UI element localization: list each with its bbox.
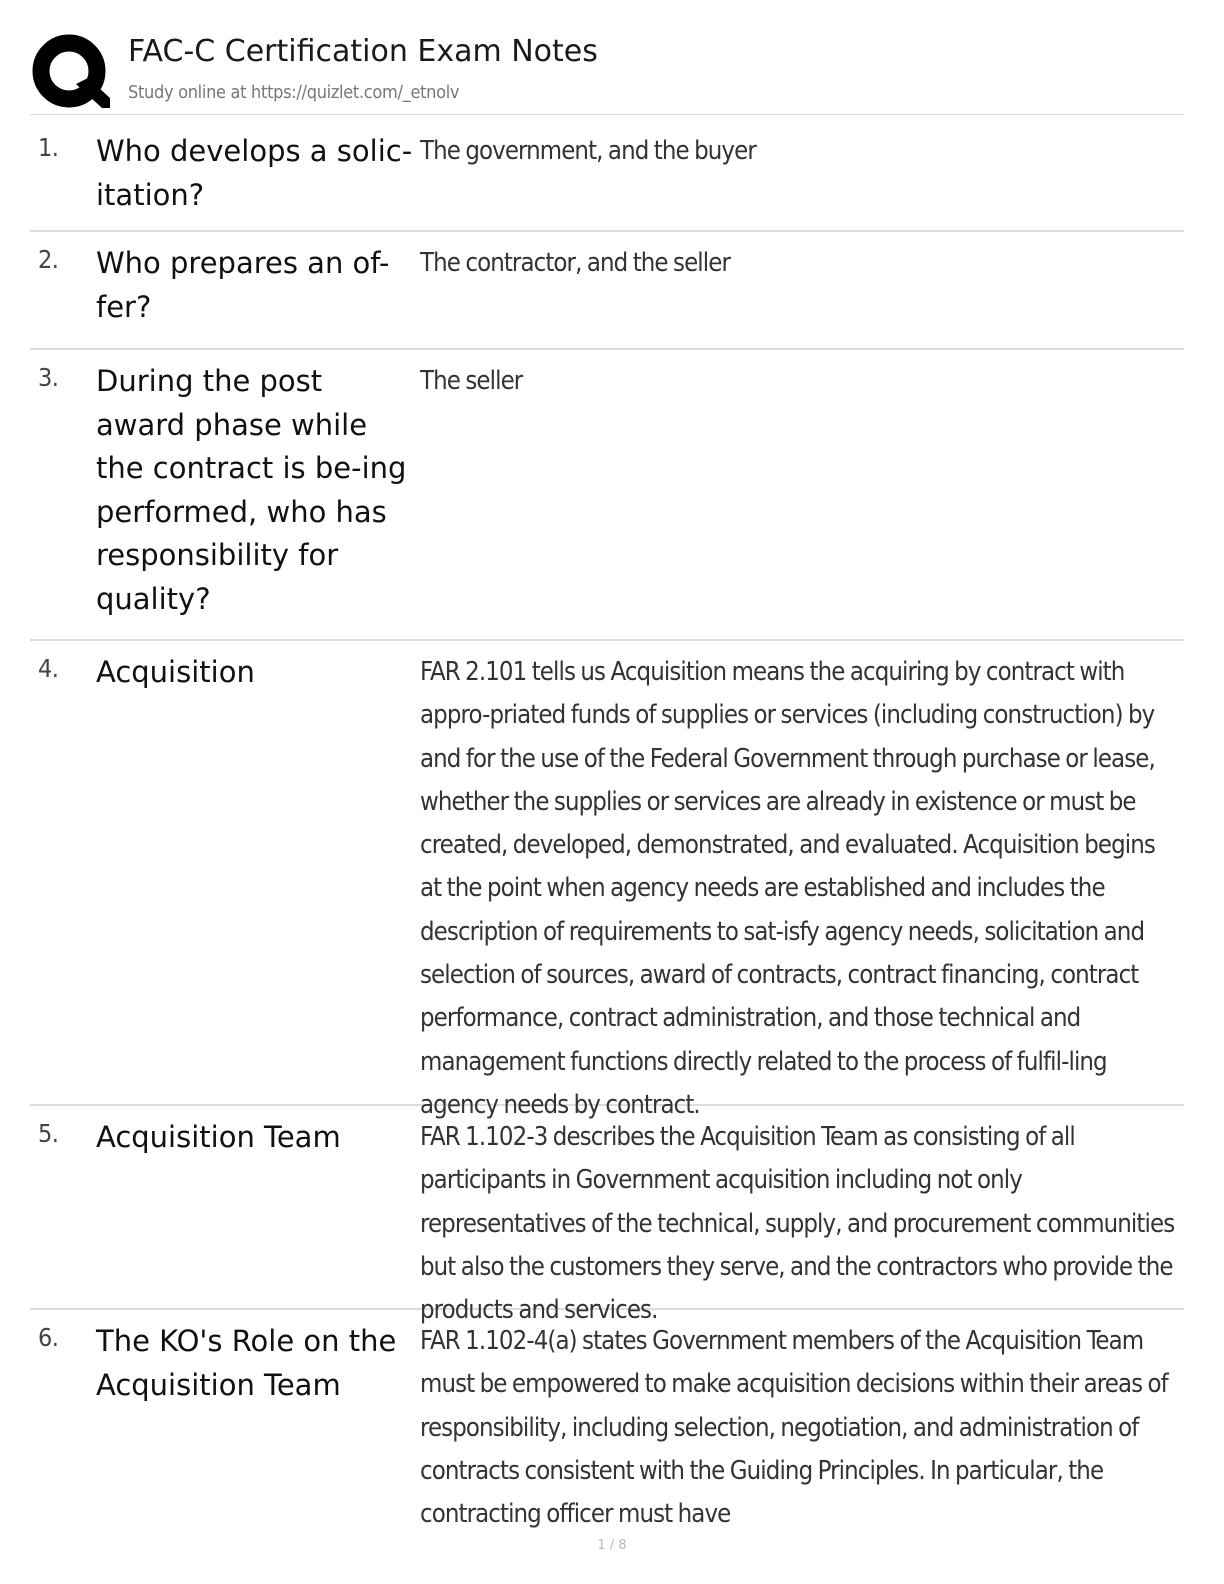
flashcard-row — [30, 120, 1184, 232]
card-definition: The contractor, and the seller — [420, 248, 731, 278]
card-term: The KO's Role on the Acquisition Team — [96, 1324, 397, 1402]
card-term: Acquisition Team — [96, 1120, 341, 1154]
card-number: 3. — [38, 363, 59, 392]
card-definition: The government, and the buyer — [420, 136, 756, 166]
card-term: Acquisition — [96, 655, 255, 689]
page-number: 1 / 8 — [597, 1538, 627, 1553]
card-definition: The seller — [420, 366, 523, 396]
document-title: FAC-C Certification Exam Notes — [128, 34, 598, 69]
card-definition: FAR 2.101 tells us Acquisition means the acquiring by contract with appro-priated funds of supplies or services (including construction) by and for the use of the Federal Government through purchase or lease, whether the supplies or services are already in existence or must be created, developed, demonstrated, and evaluated. Acquisition begins at the point when agency needs are established and includes the description of requirements to sat-isfy agency needs, solicitation and selection of sources, award of contracts, contract financing, contract performance, contract administration, and those technical and management functions directly related to the process of fulfil-ling agency needs by contract. — [420, 657, 1155, 1120]
flashcard-list — [30, 120, 1184, 1536]
card-number: 2. — [38, 245, 59, 274]
card-definition: FAR 1.102-4(a) states Government members of the Acquisition Team must be empowered to make acquisition decisions within their areas of responsibility, including selection, negotiation, and administration of contracts consistent with the Guiding Principles. In particular, the contracting officer must have — [420, 1326, 1168, 1530]
card-number: 4. — [38, 654, 59, 683]
card-number: 6. — [38, 1323, 59, 1352]
card-number: 5. — [38, 1119, 59, 1148]
flashcard-row — [30, 1106, 1184, 1326]
card-number: 1. — [38, 133, 59, 162]
card-term: During the post award phase while the contract is be-ing performed, who has responsibility for quality? — [96, 364, 407, 616]
header-divider — [30, 114, 1184, 115]
card-term: Who prepares an of-fer? — [96, 246, 390, 324]
flashcard-row — [30, 350, 1184, 641]
card-definition: FAR 1.102-3 describes the Acquisition Team as consisting of all participants in Government acquisition including not only representatives of the technical, supply, and procurement communities but also the customers they serve, and the contractors who provide the products and services. — [420, 1122, 1175, 1326]
card-term: Who develops a solic-itation? — [96, 134, 413, 212]
quizlet-logo-icon — [32, 34, 110, 112]
study-online-link[interactable]: Study online at https://quizlet.com/_etnolv — [128, 82, 460, 103]
flashcard-row — [30, 232, 1184, 350]
flashcard-row — [30, 641, 1184, 1120]
page-header — [30, 30, 1184, 114]
flashcard-row — [30, 1310, 1184, 1536]
